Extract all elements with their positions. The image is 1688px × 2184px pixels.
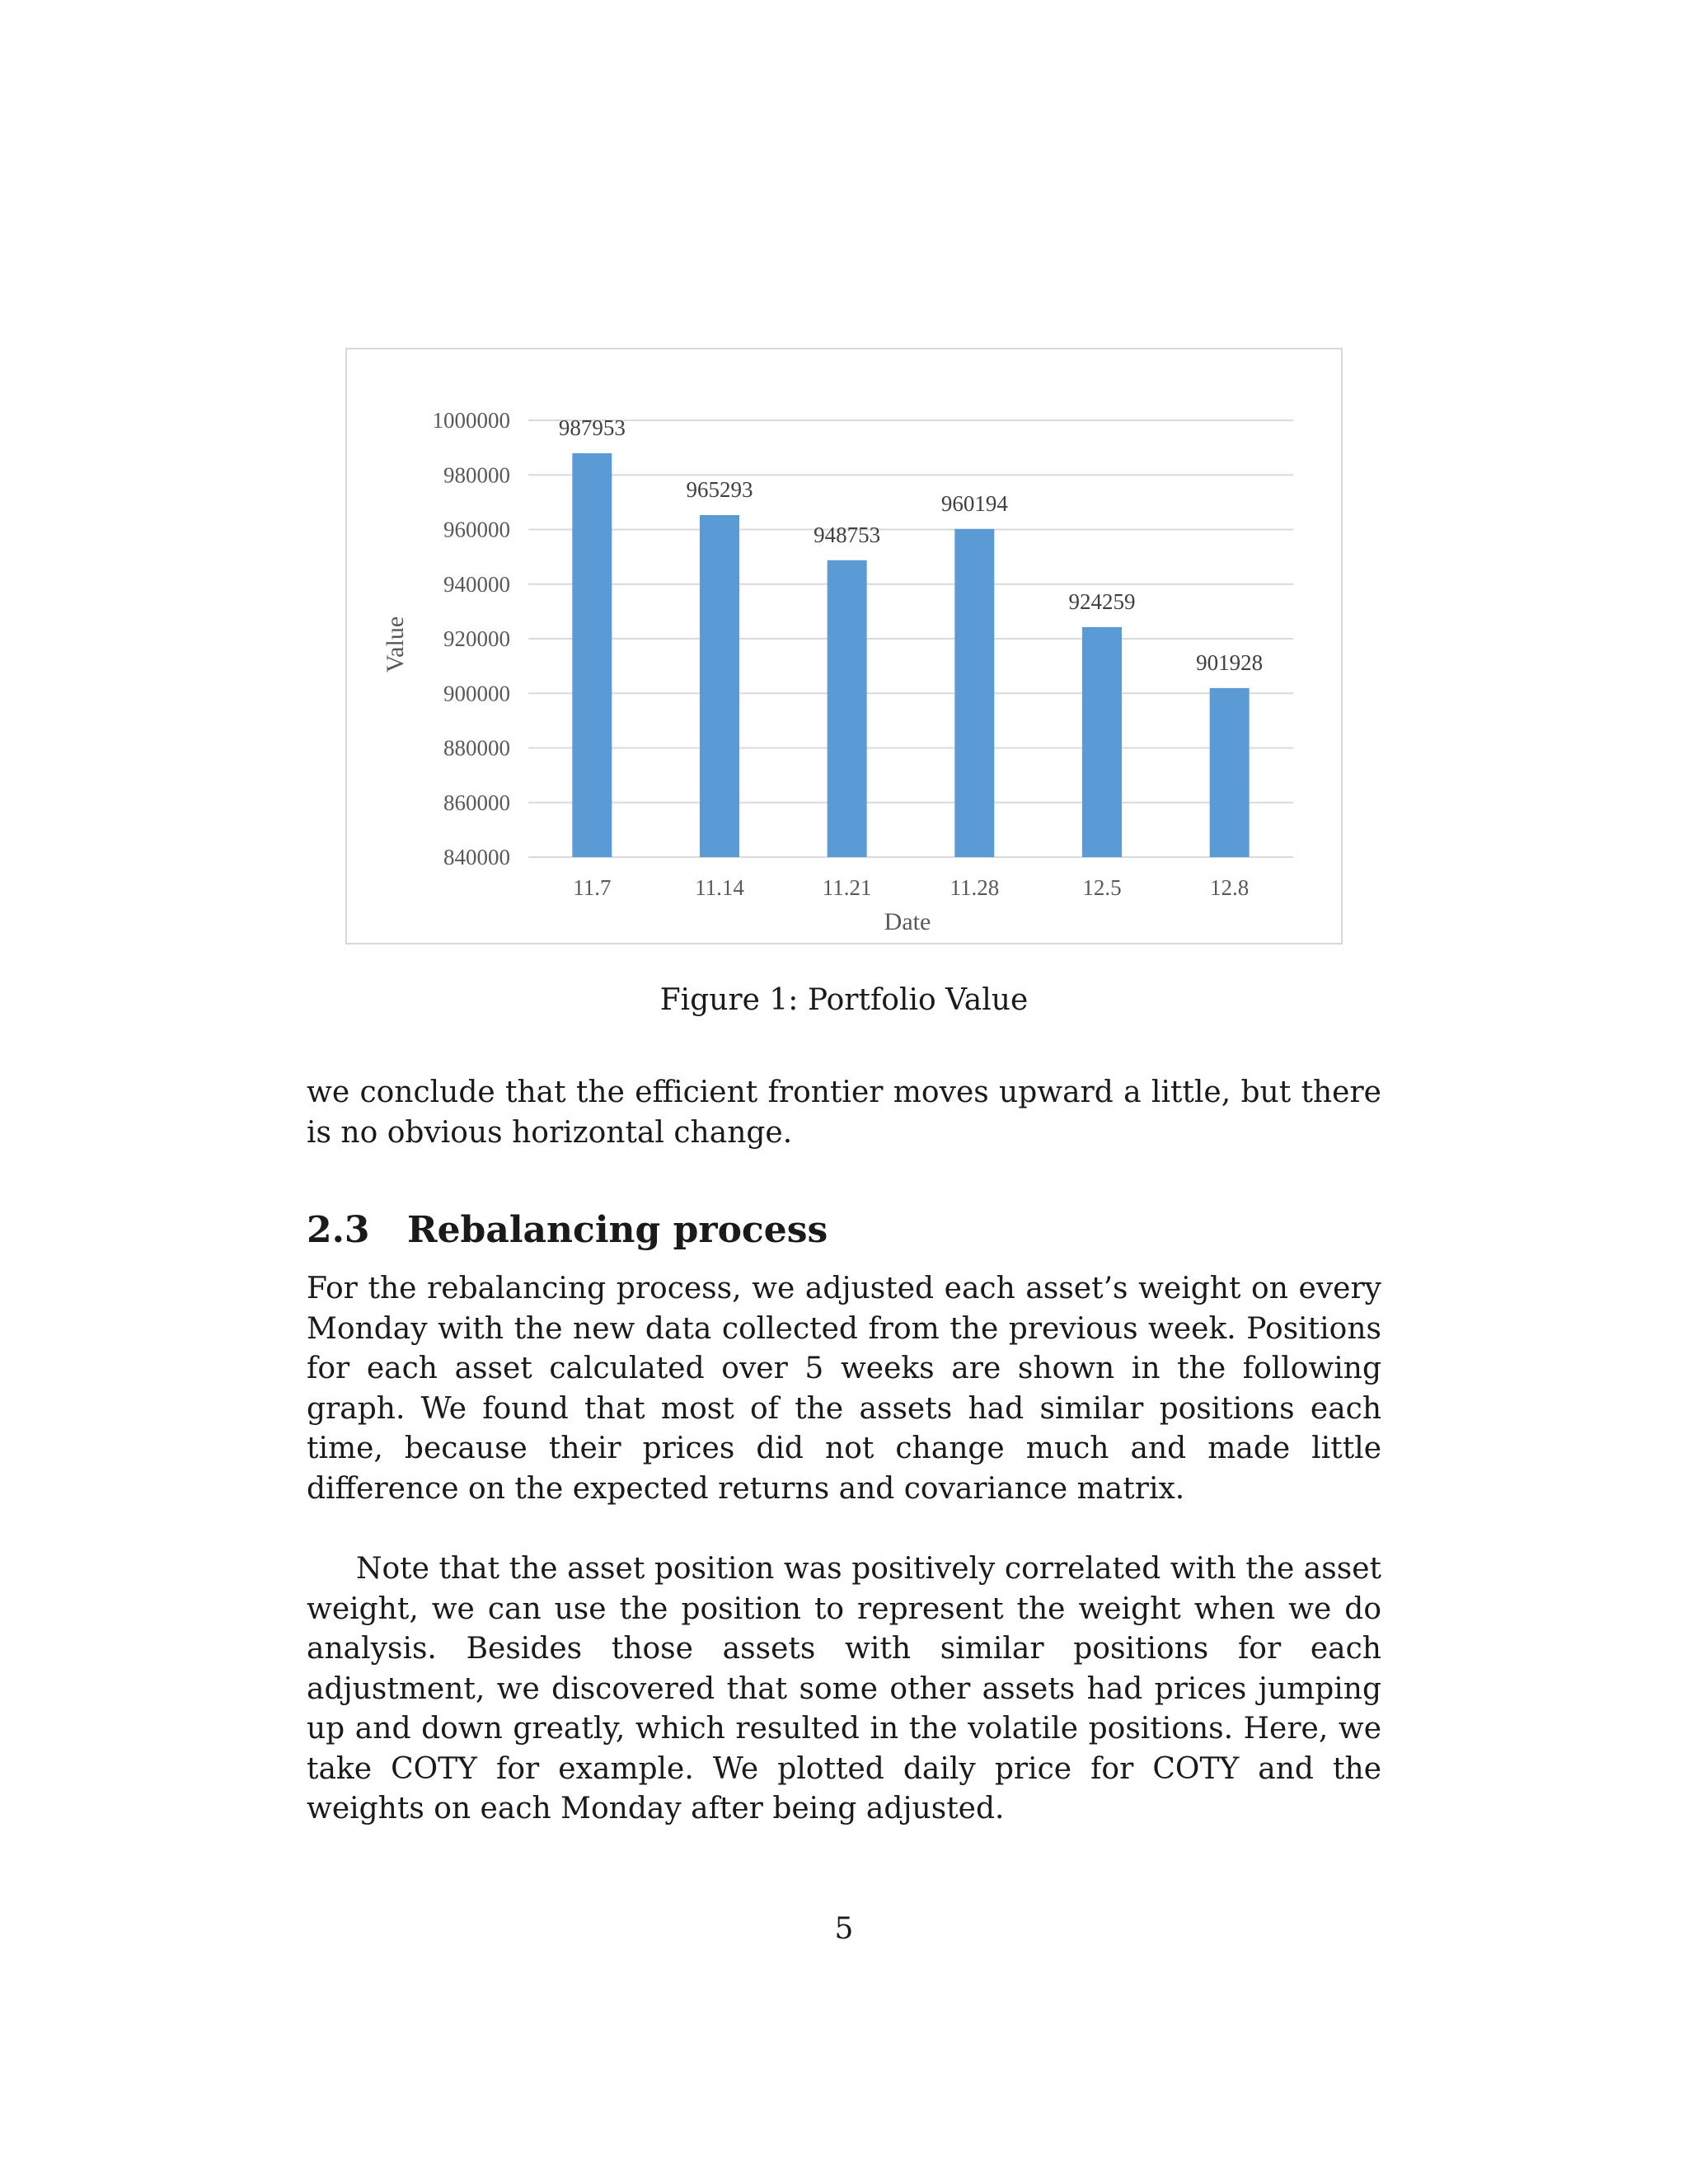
x-tick-label: 11.7 xyxy=(573,875,612,900)
bar-data-label: 924259 xyxy=(1068,588,1136,614)
y-tick-label: 980000 xyxy=(443,462,510,488)
x-axis-title: Date xyxy=(884,908,931,935)
bar-data-label: 960194 xyxy=(940,490,1008,516)
bar xyxy=(700,515,739,857)
x-tick-label: 11.14 xyxy=(695,875,744,900)
chart-gridlines xyxy=(528,420,1293,857)
y-tick-label: 860000 xyxy=(443,790,510,815)
section-number: 2.3 xyxy=(307,1209,370,1251)
y-tick-label: 920000 xyxy=(443,626,510,651)
x-tick-label: 12.5 xyxy=(1082,875,1122,900)
y-tick-label: 1000000 xyxy=(432,408,510,433)
bar xyxy=(1082,627,1122,857)
y-tick-label: 840000 xyxy=(443,845,510,869)
y-tick-label: 940000 xyxy=(443,571,510,597)
bar-data-label: 901928 xyxy=(1196,649,1264,675)
bar xyxy=(828,560,867,857)
x-tick-label: 11.28 xyxy=(950,875,1000,900)
figure-caption: Figure 1: Portfolio Value xyxy=(659,983,1029,1017)
body-paragraph-1: For the rebalancing process, we adjusted each asset’s weight on every Monday with the new data collected from the previous week. Positions for each asset calculated over 5 weeks are shown in the following graph. We found that most of the assets had similar positions each time, because their prices did not change much and made little difference on the expected returns and covariance matrix. xyxy=(307,1272,1381,1506)
y-tick-label: 900000 xyxy=(443,681,510,706)
bar xyxy=(1210,688,1250,857)
bar xyxy=(572,453,612,857)
portfolio-value-bar-chart xyxy=(347,349,1341,943)
page-number: 5 xyxy=(834,1912,854,1946)
y-tick-label: 880000 xyxy=(443,735,510,761)
y-axis-title: Value xyxy=(382,616,409,673)
section-heading xyxy=(307,1207,828,1254)
section-title: Rebalancing process xyxy=(407,1209,828,1251)
bar xyxy=(954,529,994,857)
bar-data-label: 948753 xyxy=(814,522,881,547)
bar-data-label: 965293 xyxy=(686,476,753,502)
chart-bars xyxy=(572,453,1249,857)
body-paragraph-2: Note that the asset position was positively correlated with the asset weight, we can use the position to represent the weight when we do analysis. Besides those assets with similar positions for each adjustment, we discovered that some other assets had prices jumping up and down greatly, which resulted in the volatile positions. Here, we take COTY for example. We plotted daily price for COTY and the weights on each Monday after being adjusted. xyxy=(307,1552,1381,1825)
x-tick-label: 11.21 xyxy=(822,875,872,900)
bar-data-labels xyxy=(559,415,1263,675)
bar-data-label: 987953 xyxy=(558,415,626,440)
y-tick-label: 960000 xyxy=(443,517,510,542)
chart-frame xyxy=(345,348,1343,944)
x-tick-labels xyxy=(573,875,1249,900)
y-tick-labels xyxy=(433,408,511,869)
intro-paragraph: we conclude that the efficient frontier moves upward a little, but there is no obvious horizontal change. xyxy=(307,1076,1381,1150)
x-tick-label: 12.8 xyxy=(1210,875,1250,900)
